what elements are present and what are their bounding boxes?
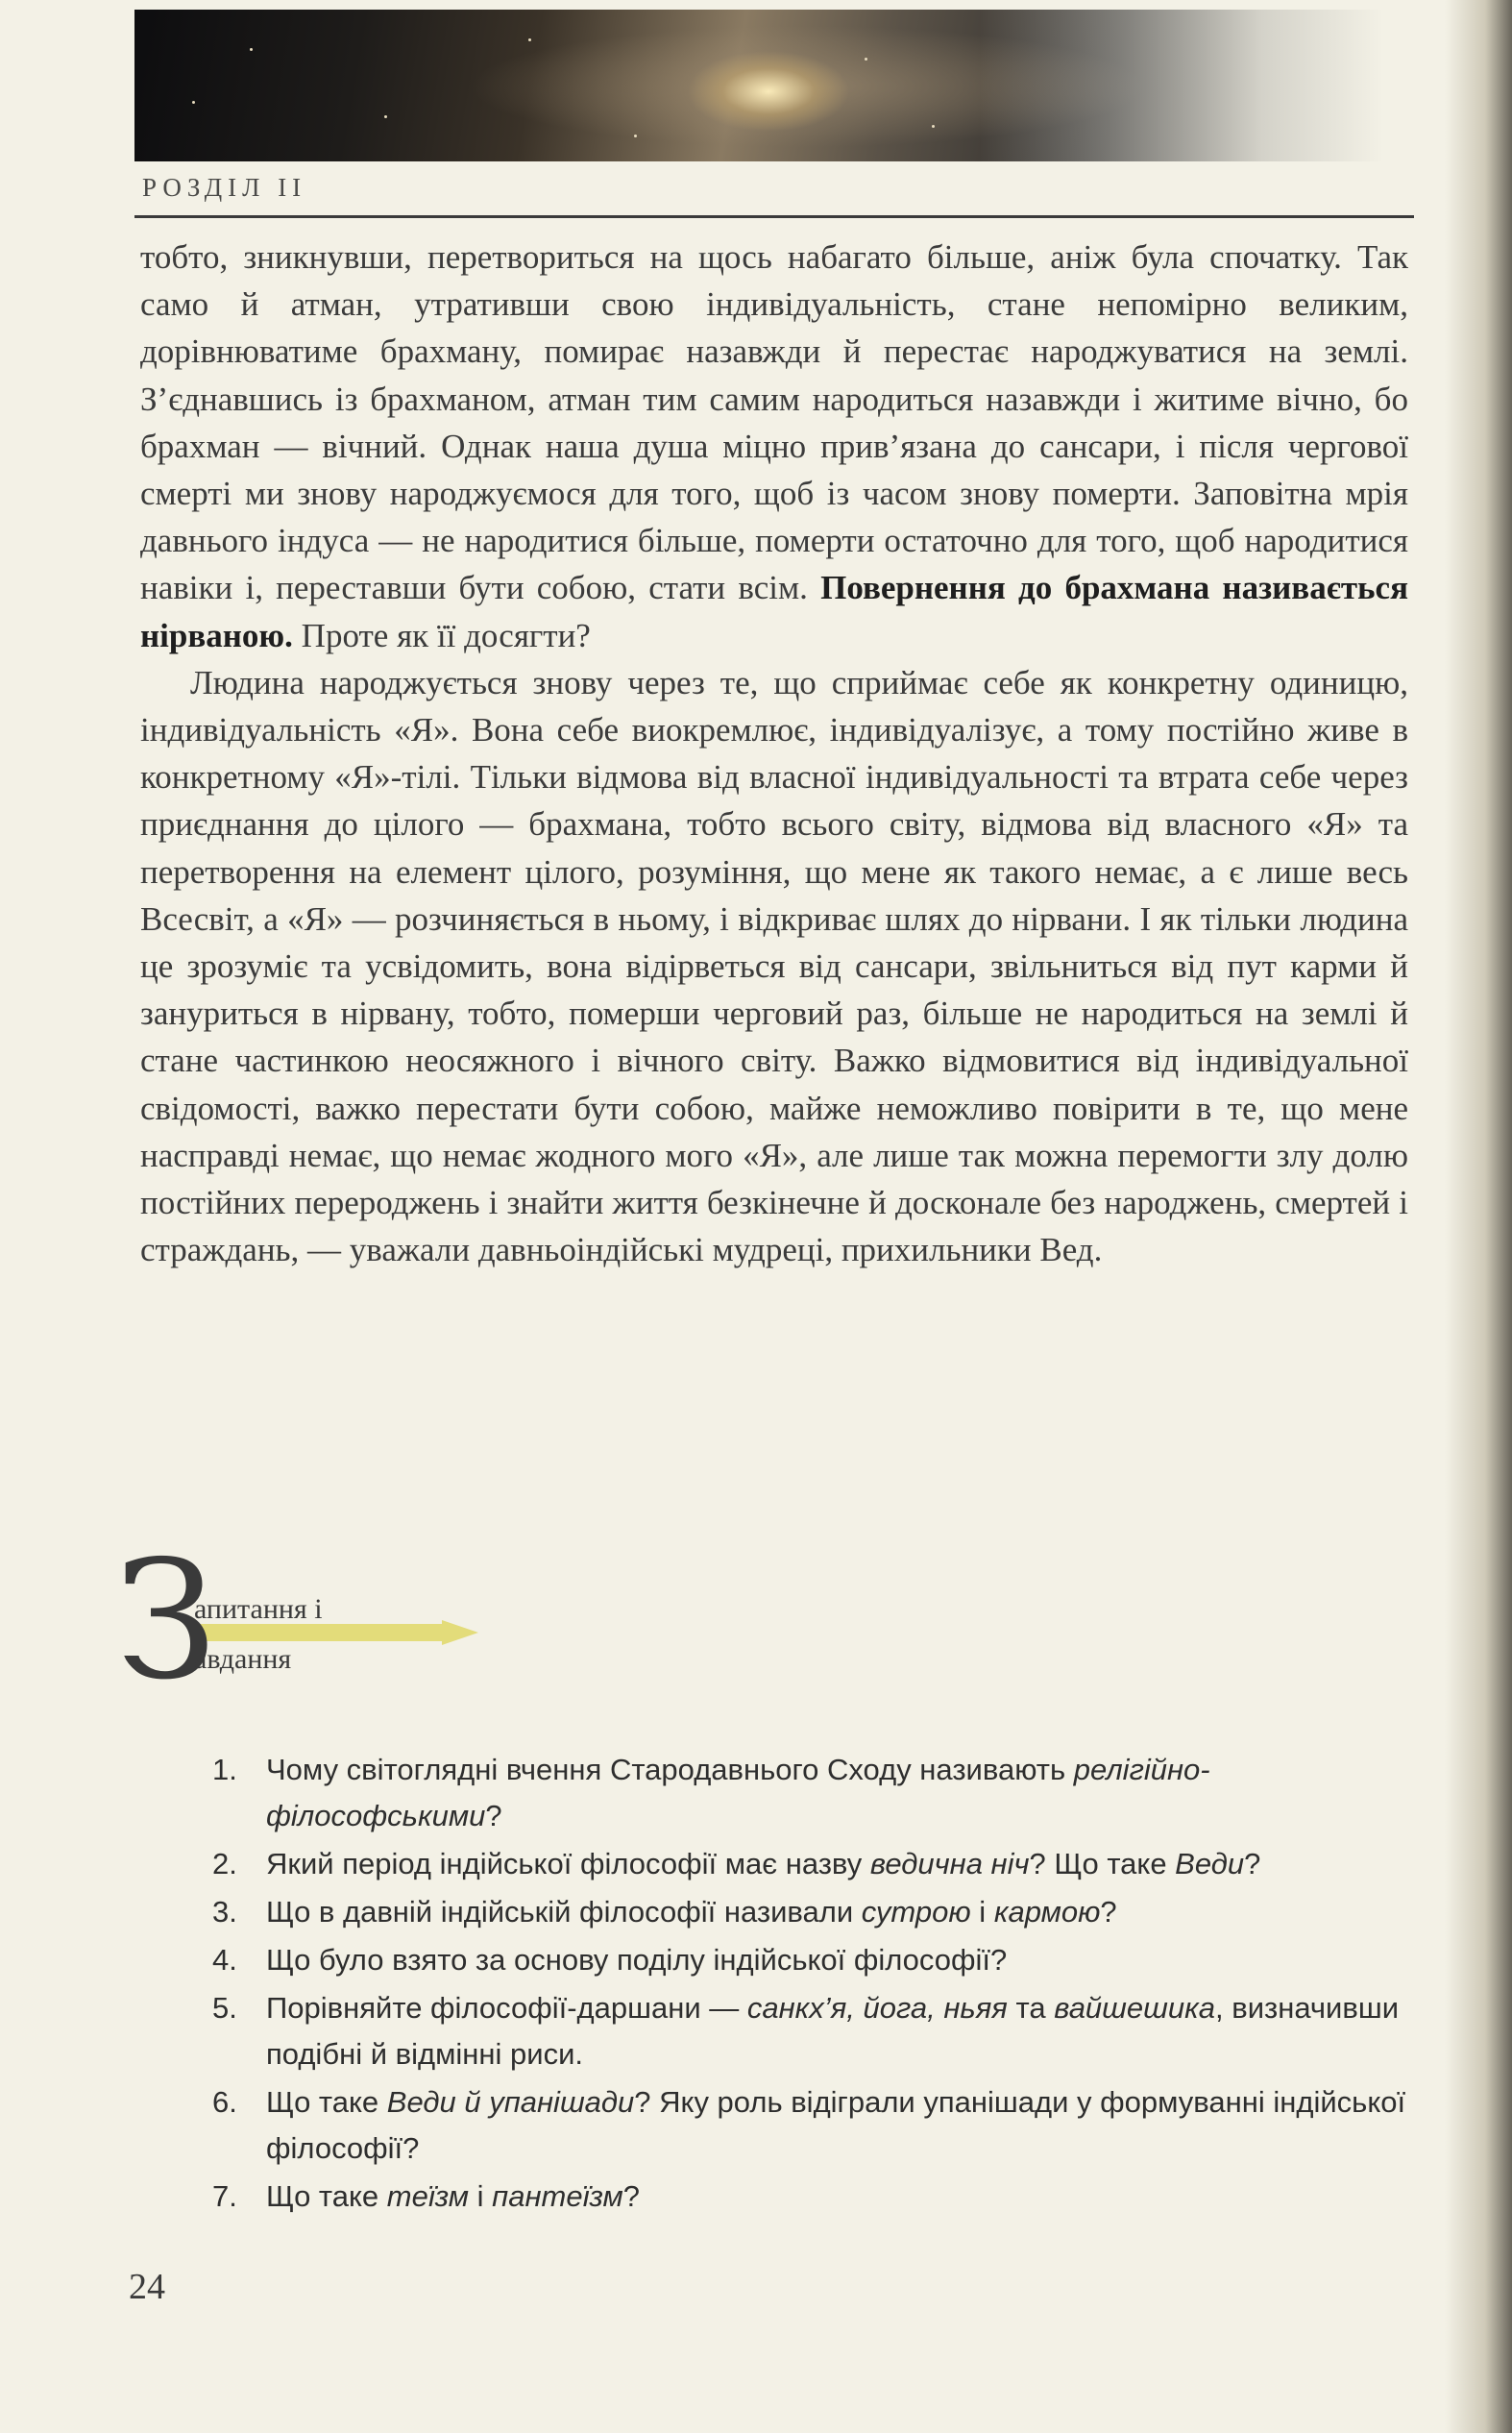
question-fragment: і bbox=[469, 2179, 493, 2213]
question-fragment: ? Яку роль відіграли упанішади у формуванні індійської філософії? bbox=[266, 2085, 1406, 2165]
body-text bbox=[140, 233, 1408, 1273]
question-fragment: Що було взято за основу поділу індійської філософії? bbox=[266, 1943, 1008, 1977]
question-fragment: ? bbox=[1100, 1895, 1117, 1929]
question-fragment: ? Що таке bbox=[1029, 1847, 1176, 1880]
question-fragment: Що таке bbox=[266, 2179, 387, 2213]
italic-term: теїзм bbox=[386, 2179, 470, 2213]
question-number: 4. bbox=[212, 1943, 237, 1977]
header-rule bbox=[134, 215, 1414, 218]
question-fragment: і bbox=[970, 1895, 994, 1929]
page-number: 24 bbox=[129, 2267, 165, 2307]
questions-heading bbox=[115, 1526, 500, 1716]
question-number: 1. bbox=[212, 1753, 237, 1786]
question-fragment: Що таке bbox=[266, 2085, 387, 2119]
question-text bbox=[266, 1937, 1417, 1983]
paragraph-2: Людина народжується знову через те, що сприймає себе як конкретну одиницю, індивідуальність «Я». Вона себе виокремлює, індивідуалізує, а тому постійно живе в конкретному «Я»-тілі. Тільки відмова від власної індивідуальності та втрата себе через приєднання до цілого — брахмана, тобто всього світу, відмова від власного «Я» та перетворення на елемент цілого, розуміння, що мене як такого немає, а є лише весь Всесвіт, а «Я» — розчиняється в ньому, і відкриває шлях до нірвани. І як тільки людина це зрозуміє та усвідомить, вона відірветься від сансари, звільниться від пут карми й зануриться в нірвану, тобто, померши черговий раз, більше не народиться на землі й стане частинкою неосяжного і вічного світу. Важко відмовитися від індивідуальної свідомості, важко перестати бути собою, майже неможливо повірити в те, що мене насправді немає, що немає жодного мого «Я», але лише так можна перемогти злу долю постійних перероджень і знайти життя безкінечне й досконале без народжень, смертей і страждань, — уважали давньоіндійські мудреці, прихильники Вед. bbox=[140, 663, 1408, 1269]
italic-term: санкх’я, йога, ньяя bbox=[746, 1991, 1008, 2025]
galaxy-header-image bbox=[134, 10, 1383, 161]
italic-term: вайшешика bbox=[1054, 1991, 1215, 2025]
question-fragment: ? bbox=[622, 2179, 641, 2213]
italic-term: ведична ніч bbox=[869, 1847, 1030, 1880]
question-text bbox=[266, 1841, 1417, 1887]
question-number: 2. bbox=[212, 1847, 237, 1880]
question-fragment: та bbox=[1007, 1991, 1055, 2025]
questions-list bbox=[197, 1747, 1417, 2222]
question-text bbox=[266, 1747, 1417, 1839]
heading-line-2: авдання bbox=[194, 1643, 292, 1675]
question-fragment: ? bbox=[1244, 1847, 1261, 1880]
question-fragment: , визначивши подібні й відмінні риси. bbox=[266, 1991, 1400, 2071]
page-edge-shadow bbox=[1445, 0, 1512, 2433]
italic-term: Веди bbox=[1175, 1847, 1245, 1880]
question-number: 3. bbox=[212, 1895, 237, 1929]
question-item bbox=[197, 1747, 1417, 1839]
question-fragment: Порівняйте філософії-даршани — bbox=[266, 1991, 747, 2025]
question-item bbox=[197, 2174, 1417, 2220]
decorative-letter: З bbox=[115, 1526, 217, 1716]
question-item bbox=[197, 1937, 1417, 1983]
question-text bbox=[266, 2079, 1417, 2172]
paragraph-1: тобто, зникнувши, перетвориться на щось набагато більше, аніж була спочатку. Так само й атман, утративши свою індивідуальність, стане непомірно великим, дорівнюватиме брахману, помирає назавжди й перестає народжуватися на землі. З’єднавшись із брахманом, атман тим самим народиться назавжди і житиме вічно, бо брахман — вічний. Однак наша душа міцно прив’язана до сансари, і після чергової смерті ми знову народжуємося для того, щоб із часом знову померти. Заповітна мрія давнього індуса — не народитися більше, померти остаточно для того, щоб народитися навіки і, переставши бути собою, стати всім. Повернення до брахмана називається нірваною. Проте як її досягти? bbox=[140, 238, 1409, 654]
italic-term: Веди й упанішади bbox=[386, 2085, 635, 2119]
italic-term: сутрою bbox=[861, 1895, 971, 1929]
question-item bbox=[197, 1841, 1417, 1887]
question-fragment: Який період індійської філософії має назву bbox=[266, 1847, 870, 1880]
question-number: 7. bbox=[212, 2179, 237, 2213]
question-fragment: Що в давній індійській філософії називали bbox=[266, 1895, 862, 1929]
section-label: РОЗДІЛ II bbox=[142, 173, 307, 202]
question-fragment: ? bbox=[485, 1799, 502, 1832]
question-text bbox=[266, 2174, 1417, 2220]
question-text bbox=[266, 1985, 1417, 2077]
question-number: 5. bbox=[212, 1991, 237, 2025]
question-fragment: Чому світоглядні вчення Стародавнього Сходу називають bbox=[266, 1753, 1074, 1786]
heading-line-1: апитання і bbox=[194, 1593, 323, 1625]
italic-term: кармою bbox=[993, 1895, 1101, 1929]
bold-definition: Повернення до брахмана називається нірваною. bbox=[140, 569, 1409, 654]
question-item bbox=[197, 1985, 1417, 2077]
question-item bbox=[197, 1889, 1417, 1935]
question-number: 6. bbox=[212, 2085, 237, 2119]
italic-term: пантеїзм bbox=[492, 2179, 623, 2213]
italic-term: релігійно-філософськими bbox=[266, 1753, 1210, 1832]
question-text bbox=[266, 1889, 1417, 1935]
question-item bbox=[197, 2079, 1417, 2172]
